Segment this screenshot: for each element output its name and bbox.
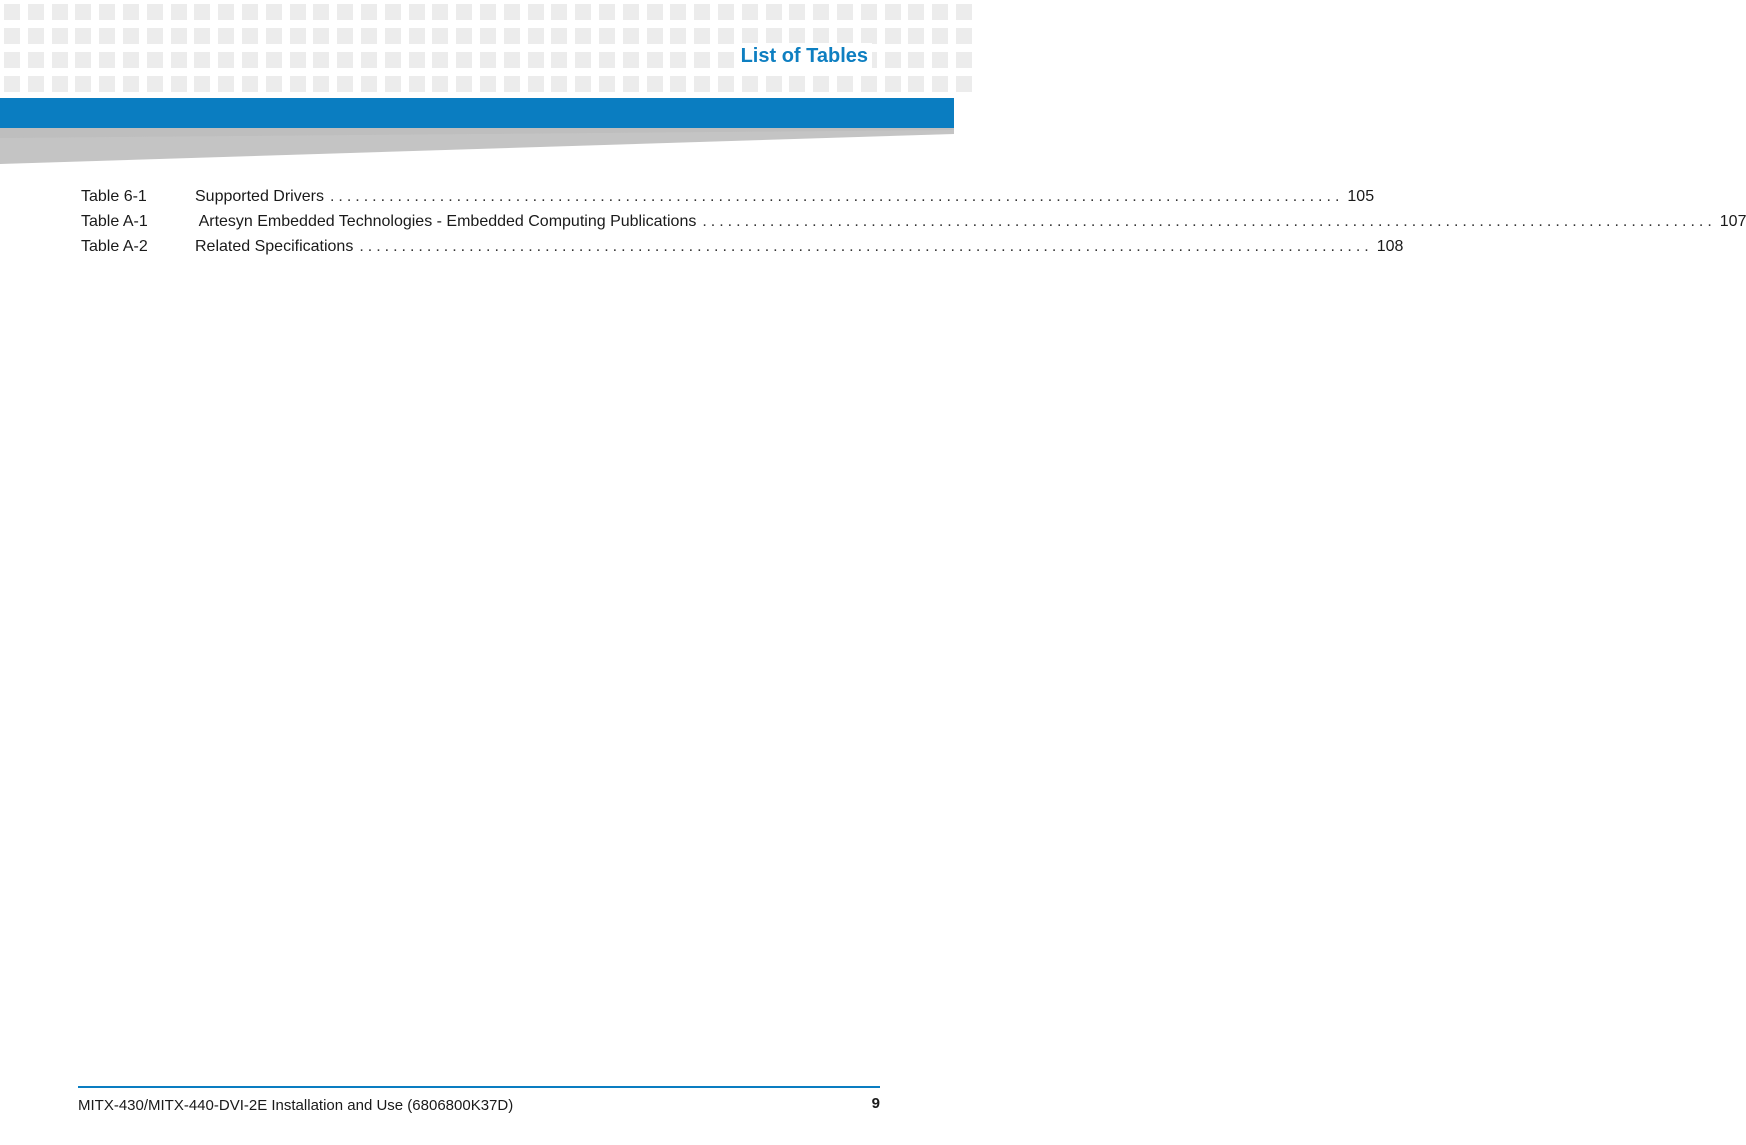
- grid-square: [28, 76, 44, 92]
- grid-square: [766, 4, 782, 20]
- toc-dot-leader: ........................................................................................................................: [359, 238, 1373, 255]
- grid-square: [218, 76, 234, 92]
- grid-square: [623, 28, 639, 44]
- grid-square: [313, 28, 329, 44]
- grid-square: [504, 28, 520, 44]
- toc-entry-title: Related Specifications: [195, 238, 354, 255]
- grid-square: [456, 76, 472, 92]
- grid-square: [171, 76, 187, 92]
- grid-square: [575, 76, 591, 92]
- toc-entry-page: 108: [1376, 238, 1404, 255]
- grid-square: [266, 76, 282, 92]
- grid-square: [504, 4, 520, 20]
- grid-square: [599, 28, 615, 44]
- grid-square: [956, 4, 972, 20]
- grid-square: [385, 52, 401, 68]
- grid-square: [242, 52, 258, 68]
- grid-square: [337, 4, 353, 20]
- grid-square: [551, 52, 567, 68]
- grid-square: [718, 28, 734, 44]
- grid-square: [885, 52, 901, 68]
- grid-square: [932, 4, 948, 20]
- grid-square: [480, 76, 496, 92]
- toc-entry-number: Table A-1: [81, 213, 148, 230]
- grid-square: [4, 28, 20, 44]
- grid-square: [361, 52, 377, 68]
- grid-square: [242, 28, 258, 44]
- grid-square: [694, 52, 710, 68]
- toc-entry-page: 105: [1347, 188, 1375, 205]
- grid-square: [528, 4, 544, 20]
- grid-square: [623, 52, 639, 68]
- toc-dot-leader: ........................................................................................................................: [329, 188, 1344, 205]
- grid-square: [789, 76, 805, 92]
- toc-entry-number: Table 6-1: [81, 188, 147, 205]
- grid-square: [242, 76, 258, 92]
- grid-square: [908, 52, 924, 68]
- grid-square: [171, 4, 187, 20]
- grid-square: [647, 52, 663, 68]
- grid-square: [4, 4, 20, 20]
- grid-square: [456, 4, 472, 20]
- grid-square: [908, 4, 924, 20]
- grid-square: [885, 76, 901, 92]
- grid-square: [28, 52, 44, 68]
- footer-document-title: MITX-430/MITX-440-DVI-2E Installation and Use (6806800K37D): [78, 1097, 514, 1114]
- grid-square: [99, 52, 115, 68]
- grid-square: [813, 28, 829, 44]
- grid-square: [99, 76, 115, 92]
- grid-square: [742, 28, 758, 44]
- grid-square: [290, 4, 306, 20]
- grid-square: [218, 52, 234, 68]
- grid-square: [409, 52, 425, 68]
- grid-square: [528, 28, 544, 44]
- grid-square: [551, 76, 567, 92]
- grid-square: [242, 4, 258, 20]
- grid-square: [123, 76, 139, 92]
- grid-square: [599, 76, 615, 92]
- grid-square: [575, 4, 591, 20]
- grid-square: [908, 76, 924, 92]
- grid-square: [361, 28, 377, 44]
- grid-square: [432, 4, 448, 20]
- grid-square: [528, 76, 544, 92]
- grid-square: [52, 4, 68, 20]
- grid-square: [361, 76, 377, 92]
- grid-square: [432, 52, 448, 68]
- grid-square: [218, 4, 234, 20]
- footer-rule: [78, 1086, 880, 1088]
- grid-square: [670, 52, 686, 68]
- toc-entry-title: Artesyn Embedded Technologies - Embedded Computing Publications: [195, 213, 697, 230]
- grid-square: [694, 76, 710, 92]
- grid-square: [75, 76, 91, 92]
- grid-square: [4, 76, 20, 92]
- grid-square: [123, 28, 139, 44]
- grid-square: [647, 76, 663, 92]
- grid-square: [266, 28, 282, 44]
- grid-square: [337, 76, 353, 92]
- grid-square: [551, 28, 567, 44]
- toc-entry-number: Table A-2: [81, 238, 148, 255]
- grid-square: [266, 4, 282, 20]
- grid-square: [313, 52, 329, 68]
- grid-square: [52, 52, 68, 68]
- grid-square: [409, 4, 425, 20]
- grid-square: [75, 28, 91, 44]
- grid-square: [575, 28, 591, 44]
- grid-square: [266, 52, 282, 68]
- header-blue-band: [0, 98, 954, 128]
- grid-square: [813, 4, 829, 20]
- grid-square: [4, 52, 20, 68]
- grid-square: [599, 4, 615, 20]
- grid-square: [504, 76, 520, 92]
- grid-square: [956, 76, 972, 92]
- grid-square: [147, 28, 163, 44]
- grid-square: [789, 28, 805, 44]
- grid-square: [290, 52, 306, 68]
- grid-square: [647, 28, 663, 44]
- toc-entry-title: Supported Drivers: [195, 188, 324, 205]
- toc-entry-table-a-2[interactable]: [81, 234, 1404, 259]
- grid-square: [385, 76, 401, 92]
- toc-entry-table-a-1[interactable]: [81, 209, 1746, 234]
- grid-square: [432, 28, 448, 44]
- grid-square: [670, 28, 686, 44]
- grid-square: [789, 4, 805, 20]
- grid-square: [147, 52, 163, 68]
- grid-square: [885, 4, 901, 20]
- grid-square: [742, 4, 758, 20]
- grid-square: [766, 76, 782, 92]
- grid-square: [599, 52, 615, 68]
- grid-square: [337, 52, 353, 68]
- grid-square: [147, 4, 163, 20]
- grid-square: [885, 28, 901, 44]
- grid-square: [290, 76, 306, 92]
- grid-square: [718, 52, 734, 68]
- grid-square: [718, 76, 734, 92]
- grid-square: [99, 28, 115, 44]
- header-gray-wedge: [0, 128, 954, 164]
- grid-square: [194, 4, 210, 20]
- grid-square: [409, 76, 425, 92]
- grid-square: [813, 76, 829, 92]
- grid-square: [956, 52, 972, 68]
- grid-square: [456, 52, 472, 68]
- grid-square: [647, 4, 663, 20]
- grid-square: [290, 28, 306, 44]
- grid-square: [956, 28, 972, 44]
- grid-square: [171, 28, 187, 44]
- grid-square: [75, 4, 91, 20]
- grid-square: [908, 28, 924, 44]
- grid-square: [551, 4, 567, 20]
- grid-square: [432, 76, 448, 92]
- grid-square: [837, 76, 853, 92]
- grid-square: [123, 4, 139, 20]
- grid-square: [694, 4, 710, 20]
- grid-square: [123, 52, 139, 68]
- toc-entry-table-6-1[interactable]: [81, 184, 1375, 209]
- grid-square: [385, 4, 401, 20]
- grid-square: [28, 4, 44, 20]
- grid-square: [99, 4, 115, 20]
- grid-square: [75, 52, 91, 68]
- grid-square: [766, 28, 782, 44]
- list-of-tables: [81, 184, 1746, 259]
- grid-square: [623, 4, 639, 20]
- grid-square: [670, 4, 686, 20]
- grid-square: [742, 76, 758, 92]
- grid-square: [861, 76, 877, 92]
- grid-square: [313, 4, 329, 20]
- grid-square: [313, 76, 329, 92]
- toc-entry-page: 107: [1719, 213, 1746, 230]
- grid-square: [194, 76, 210, 92]
- grid-square: [409, 28, 425, 44]
- grid-square: [194, 52, 210, 68]
- grid-square: [456, 28, 472, 44]
- grid-square: [147, 76, 163, 92]
- grid-square: [932, 76, 948, 92]
- grid-square: [837, 28, 853, 44]
- grid-square: [575, 52, 591, 68]
- toc-dot-leader: ........................................................................................................................: [702, 213, 1716, 230]
- grid-square: [932, 28, 948, 44]
- grid-square: [837, 4, 853, 20]
- grid-square: [52, 28, 68, 44]
- grid-square: [337, 28, 353, 44]
- grid-square: [480, 4, 496, 20]
- grid-square: [194, 28, 210, 44]
- grid-square: [861, 4, 877, 20]
- grid-square: [528, 52, 544, 68]
- page-title: List of Tables: [735, 43, 872, 69]
- grid-square: [218, 28, 234, 44]
- grid-square: [28, 28, 44, 44]
- grid-square: [480, 52, 496, 68]
- grid-square: [480, 28, 496, 44]
- footer-page-number: 9: [871, 1095, 880, 1112]
- grid-square: [504, 52, 520, 68]
- grid-square: [861, 28, 877, 44]
- grid-square: [361, 4, 377, 20]
- grid-square: [623, 76, 639, 92]
- grid-square: [932, 52, 948, 68]
- grid-square: [52, 76, 68, 92]
- grid-square: [670, 76, 686, 92]
- grid-square: [171, 52, 187, 68]
- grid-square: [694, 28, 710, 44]
- grid-square: [385, 28, 401, 44]
- grid-square: [718, 4, 734, 20]
